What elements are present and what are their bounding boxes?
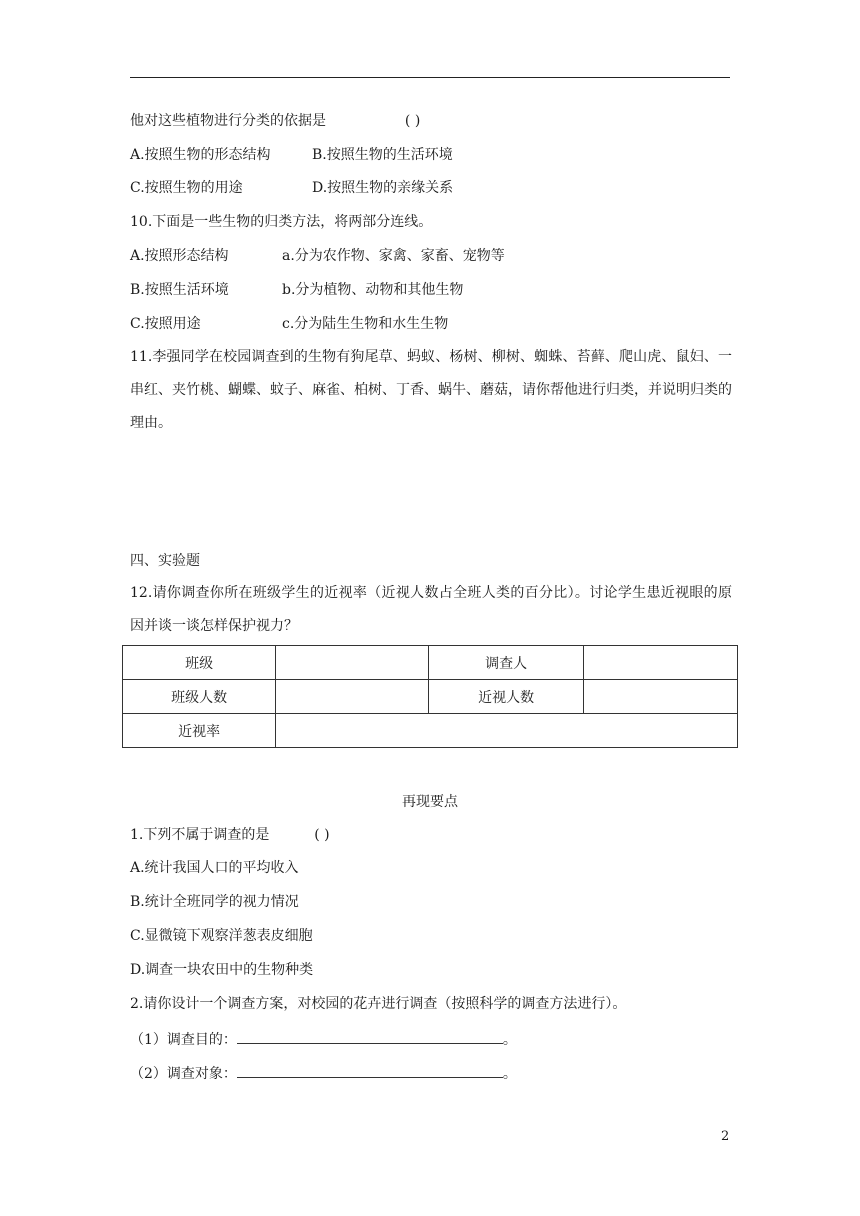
q9-option-c: C.按照生物的用途	[130, 180, 243, 196]
review-q1-option-a: A.统计我国人口的平均收入	[130, 860, 299, 876]
review-q1-stem: 1.下列不属于调查的是	[130, 827, 270, 843]
myopia-rate-value-cell[interactable]	[276, 714, 738, 748]
section-heading: 四、实验题	[130, 553, 200, 569]
q10-left-item: B.按照生活环境	[130, 282, 229, 298]
q9-option-a: A.按照生物的形态结构	[130, 147, 271, 163]
investigator-label-cell: 调查人	[429, 646, 583, 680]
q10-left-item: C.按照用途	[130, 316, 201, 332]
q10-row-a	[130, 246, 505, 266]
q10-right-item: c.分为陆生生物和水生生物	[282, 316, 449, 332]
review-q1-option-d: D.调查一块农田中的生物种类	[130, 962, 314, 978]
class-size-label-cell: 班级人数	[123, 680, 276, 714]
object-period: 。	[502, 1066, 517, 1082]
review-q2-object-line	[130, 1063, 517, 1084]
q10-stem: 10.下面是一些生物的归类方法，将两部分连线。	[130, 214, 433, 230]
q11-text: 11.李强同学在校园调查到的生物有狗尾草、蚂蚁、杨树、柳树、蜘蛛、苔藓、爬山虎、鼠妇、一串红、夹竹桃、蝴蝶、蚊子、麻雀、柏树、丁香、蜗牛、蘑菇，请你帮他进行归类，并说明归类的理由。	[130, 349, 732, 431]
review-q2-purpose-line	[130, 1029, 517, 1050]
investigator-value-cell[interactable]	[583, 646, 737, 680]
purpose-label: （1）调查目的：	[130, 1032, 237, 1048]
table-row	[123, 714, 738, 748]
q10-row-c	[130, 314, 448, 334]
review-q1-option-c: C.显微镜下观察洋葱表皮细胞	[130, 928, 313, 944]
review-q1-stem-line	[130, 825, 330, 845]
review-q1-option-b: B.统计全班同学的视力情况	[130, 894, 299, 910]
object-blank[interactable]	[237, 1063, 503, 1078]
survey-table	[122, 645, 738, 748]
review-q2-stem: 2.请你设计一个调查方案，对校园的花卉进行调查（按照科学的调查方法进行）。	[130, 996, 627, 1012]
q9-options-cd	[130, 178, 453, 198]
class-value-cell[interactable]	[276, 646, 429, 680]
q9-answer-paren: ( )	[404, 113, 421, 129]
object-label: （2）调查对象：	[130, 1066, 237, 1082]
review-q1-answer-paren: ( )	[314, 827, 330, 843]
review-heading: 再现要点	[402, 794, 458, 810]
q9-option-b: B.按照生物的生活环境	[312, 147, 453, 163]
myopia-count-label-cell: 近视人数	[429, 680, 583, 714]
q9-options-ab	[130, 145, 453, 165]
q10-right-item: b.分为植物、动物和其他生物	[282, 282, 464, 298]
q10-right-item: a.分为农作物、家禽、家畜、宠物等	[282, 248, 505, 264]
header-rule	[130, 77, 730, 78]
q9-option-d: D.按照生物的亲缘关系	[312, 180, 454, 196]
q12-text: 12.请你调查你所在班级学生的近视率（近视人数占全班人类的百分比）。讨论学生患近视眼的原因并谈一谈怎样保护视力？	[130, 585, 732, 634]
table-row	[123, 646, 738, 680]
q9-stem: 他对这些植物进行分类的依据是	[130, 113, 326, 129]
table-row	[123, 680, 738, 714]
page-number: 2	[721, 1129, 730, 1144]
purpose-blank[interactable]	[237, 1029, 503, 1044]
class-size-value-cell[interactable]	[276, 680, 429, 714]
q9-stem-line	[130, 111, 420, 131]
myopia-rate-label-cell: 近视率	[123, 714, 276, 748]
q10-row-b	[130, 280, 463, 300]
myopia-count-value-cell[interactable]	[583, 680, 737, 714]
q10-left-item: A.按照形态结构	[130, 248, 229, 264]
purpose-period: 。	[502, 1032, 517, 1048]
class-label-cell: 班级	[123, 646, 276, 680]
